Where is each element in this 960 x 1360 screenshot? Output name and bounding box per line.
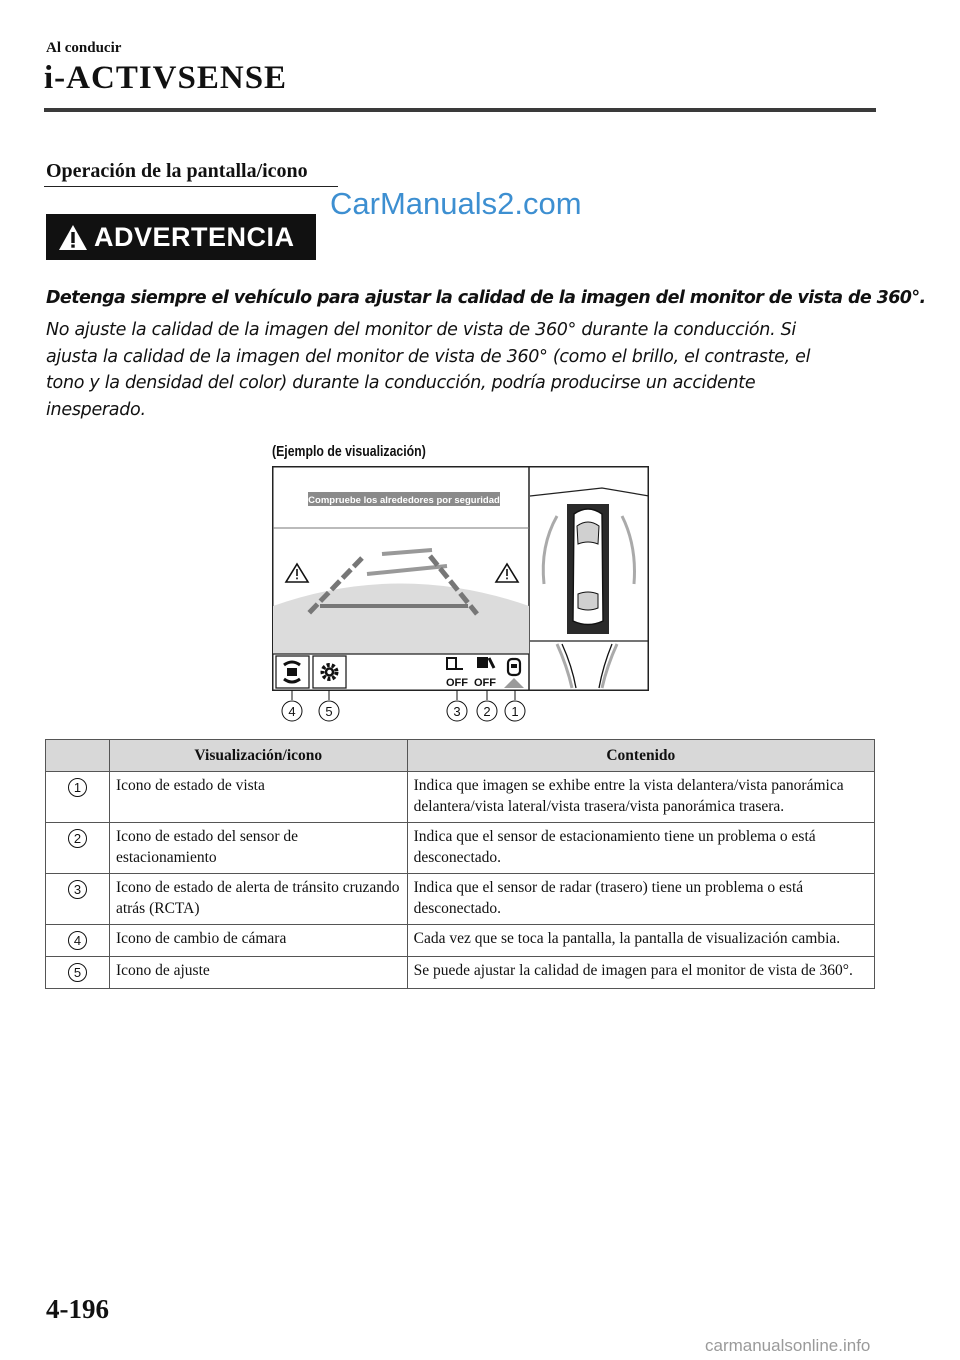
table-header-number	[46, 740, 110, 772]
page-number: 4-196	[46, 1294, 109, 1324]
row-icon-name: Icono de estado de alerta de tránsito cruzando atrás (RCTA)	[109, 874, 407, 925]
rcta-off-label: OFF	[446, 677, 468, 689]
callout-3: 3	[453, 704, 461, 719]
table-row	[46, 957, 875, 989]
row-content: Se puede ajustar la calidad de imagen para el monitor de vista de 360°.	[407, 957, 874, 989]
row-number: 1	[68, 778, 87, 797]
callout-4: 4	[288, 704, 296, 719]
callout-row	[272, 690, 649, 730]
warning-triangle-icon	[58, 224, 88, 251]
table-header-content: Contenido	[407, 740, 874, 772]
screen-banner	[308, 492, 500, 506]
table-header-icon: Visualización/icono	[109, 740, 407, 772]
section-label: Al conducir	[46, 40, 122, 56]
row-number: 3	[68, 880, 87, 899]
row-icon-name: Icono de estado de vista	[109, 772, 407, 823]
row-number: 5	[68, 963, 87, 982]
row-icon-name: Icono de estado del sensor de estacionamiento	[109, 823, 407, 874]
row-content: Cada vez que se toca la pantalla, la pantalla de visualización cambia.	[407, 925, 874, 957]
subheading: Operación de la pantalla/icono	[46, 160, 308, 182]
callout-2: 2	[483, 704, 491, 719]
warning-banner	[46, 214, 316, 260]
subheading-underline	[44, 186, 338, 187]
row-icon-name: Icono de ajuste	[109, 957, 407, 989]
callout-1: 1	[511, 704, 519, 719]
figure-caption: (Ejemplo de visualización)	[272, 443, 426, 460]
icon-description-table	[45, 739, 875, 989]
table-row	[46, 874, 875, 925]
watermark-bottom[interactable]: carmanualsonline.info	[705, 1336, 871, 1355]
row-icon-name: Icono de cambio de cámara	[109, 925, 407, 957]
table-row	[46, 925, 875, 957]
warning-bold-line: Detenga siempre el vehículo para ajustar la calidad de la imagen del monitor de vista de 360°.	[46, 288, 926, 308]
gear-icon[interactable]	[313, 656, 346, 688]
warning-label: ADVERTENCIA	[94, 221, 295, 252]
chapter-title: i-ACTIVSENSE	[44, 60, 288, 96]
screen-banner-text: Compruebe los alrededores por seguridad	[308, 495, 500, 506]
watermark-top[interactable]: CarManuals2.com	[330, 186, 582, 221]
row-number: 4	[68, 931, 87, 950]
row-number: 2	[68, 829, 87, 848]
table-header-row	[46, 740, 875, 772]
callout-5: 5	[325, 704, 333, 719]
header-rule	[44, 108, 876, 112]
parking-sensor-off-label: OFF	[474, 677, 496, 689]
warning-body: No ajuste la calidad de la imagen del monitor de vista de 360° durante la conducción. Si ajusta la calidad de la imagen del monitor de vista de 360° (como el brillo, el contraste, el tono y la densidad del color) durante la conducción, podría producirse un accidente inesperado.	[46, 320, 811, 420]
row-content: Indica que el sensor de estacionamiento tiene un problema o está desconectado.	[407, 823, 874, 874]
camera-switch-icon[interactable]	[276, 656, 309, 688]
table-row	[46, 772, 875, 823]
row-content: Indica que imagen se exhibe entre la vista delantera/vista panorámica delantera/vista lateral/vista trasera/vista panorámica trasera.	[407, 772, 874, 823]
monitor-screen-illustration	[272, 466, 649, 691]
table-row	[46, 823, 875, 874]
row-content: Indica que el sensor de radar (trasero) tiene un problema o está desconectado.	[407, 874, 874, 925]
